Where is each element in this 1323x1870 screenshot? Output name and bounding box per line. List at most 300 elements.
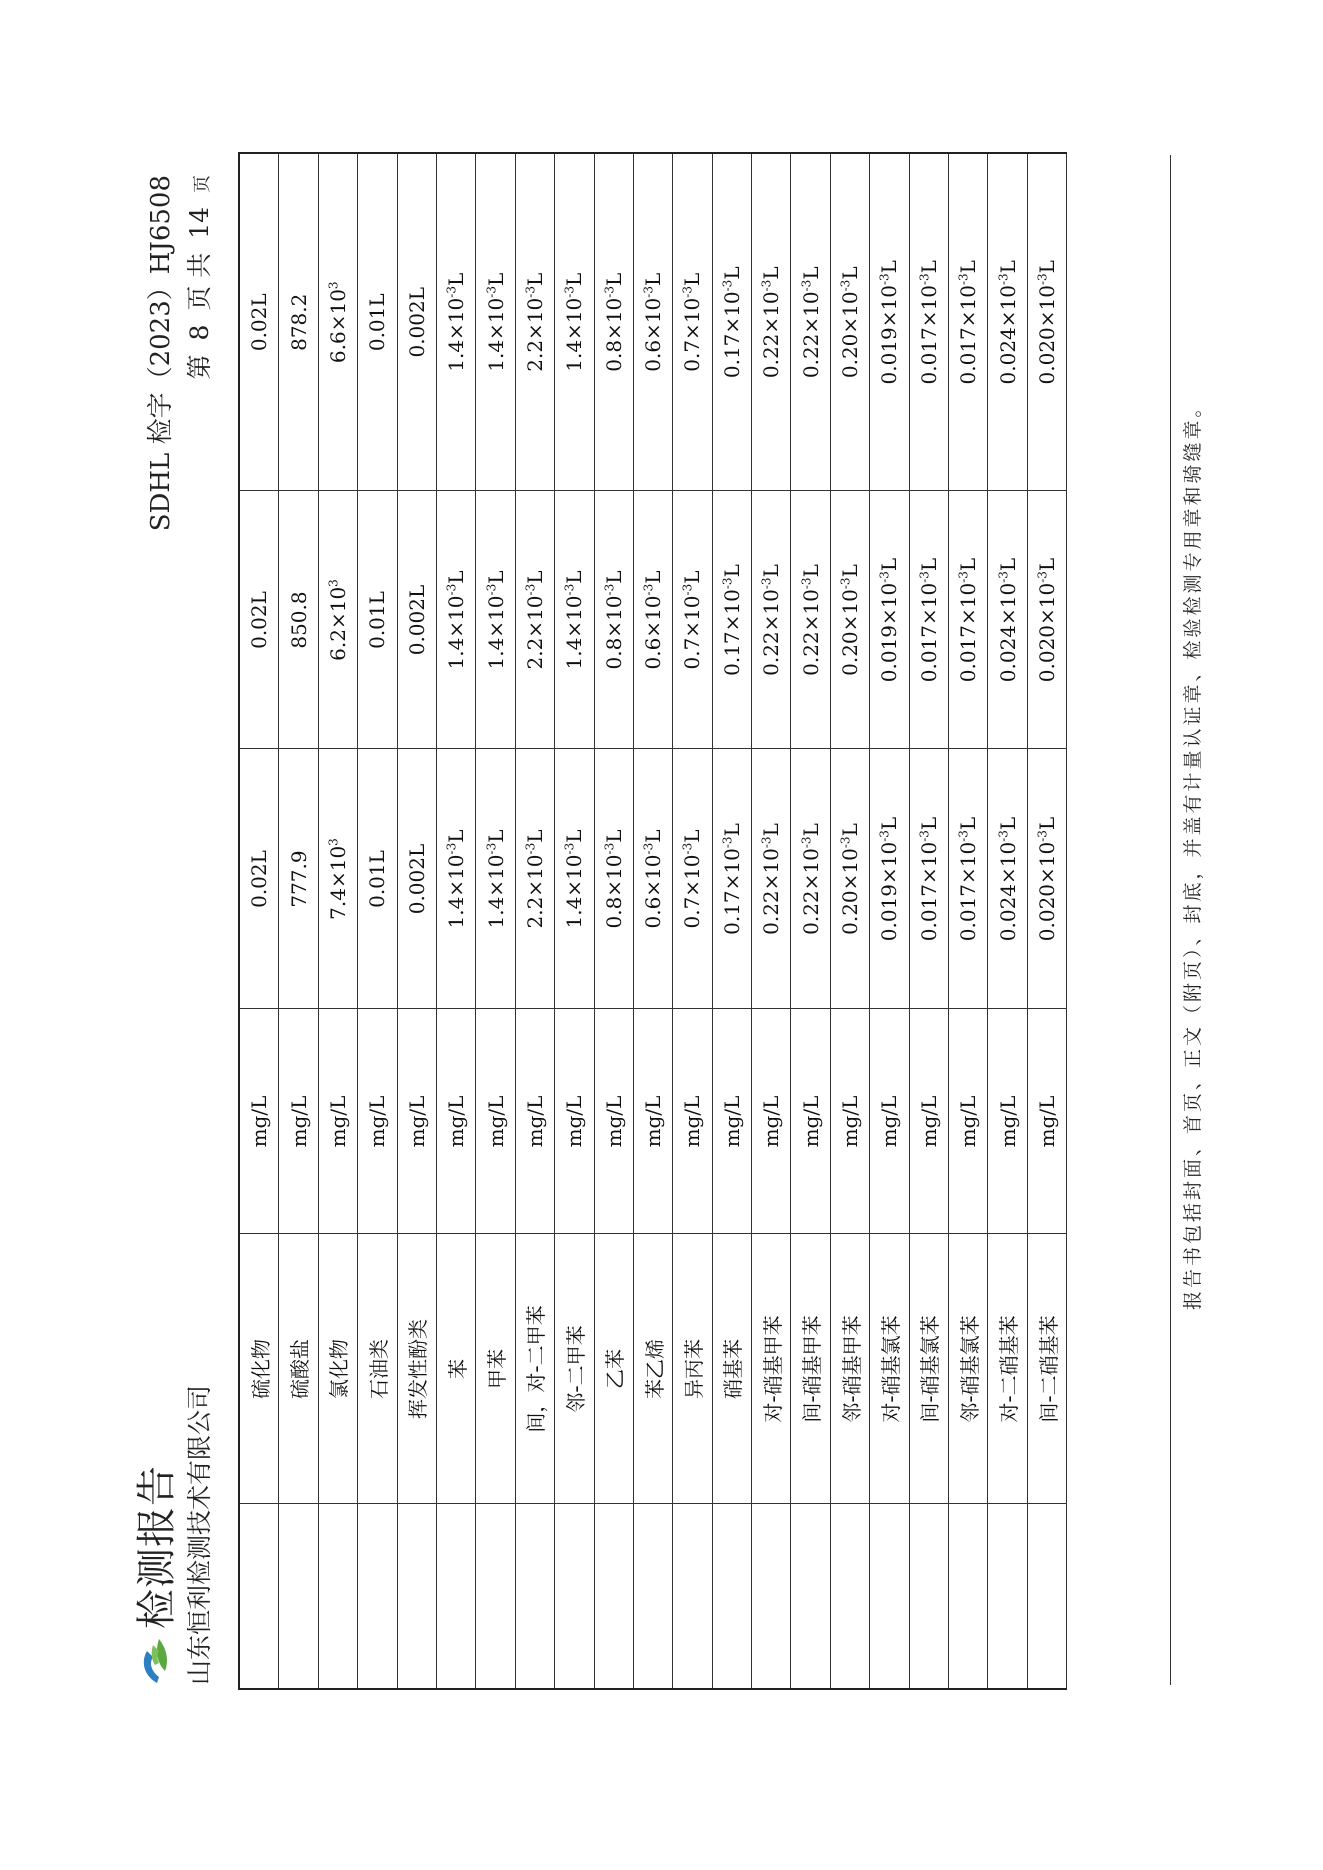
- blank-cell: [555, 1504, 594, 1689]
- value-suffix: L: [798, 823, 823, 837]
- table-row: [830, 153, 869, 1689]
- value-suffix: L: [995, 557, 1020, 572]
- value-exponent: -3: [877, 830, 892, 842]
- value-cell-v2: [949, 491, 988, 749]
- value-cell-v1: [870, 749, 909, 1009]
- value-exponent: -3: [838, 577, 853, 590]
- value-main: 0.02L: [247, 293, 272, 352]
- value-main: 7.4×10: [325, 845, 350, 920]
- page-suffix: 页: [192, 175, 213, 193]
- unit-cell: mg/L: [988, 1009, 1027, 1234]
- value-cell-v3: [870, 153, 909, 491]
- value-main: 0.017×10: [956, 841, 981, 942]
- value-exponent: -3: [956, 273, 971, 286]
- unit-cell: mg/L: [633, 1009, 672, 1234]
- unit-cell: mg/L: [949, 1009, 988, 1234]
- value-cell-v1: [988, 749, 1027, 1009]
- blank-cell: [988, 1504, 1027, 1689]
- value-exponent: -3: [995, 571, 1010, 583]
- unit-cell: mg/L: [673, 1009, 712, 1234]
- unit-cell: mg/L: [318, 1009, 357, 1234]
- value-main: 2.2×10: [522, 595, 547, 670]
- value-suffix: L: [719, 823, 744, 837]
- value-main: 1.4×10: [444, 854, 469, 929]
- results-table-body: [239, 153, 1067, 1689]
- value-main: 1.4×10: [483, 297, 508, 372]
- item-name-cell: 苯乙烯: [633, 1234, 672, 1504]
- value-cell-v2: [239, 491, 279, 749]
- value-main: 1.4×10: [562, 595, 587, 670]
- blank-cell: [279, 1504, 318, 1689]
- value-suffix: L: [877, 816, 902, 831]
- value-exponent: -3: [562, 583, 577, 596]
- footer-divider: [1170, 155, 1171, 1685]
- value-cell-v2: [515, 491, 554, 749]
- value-cell-v2: [358, 491, 397, 749]
- table-row: [791, 153, 830, 1689]
- blank-cell: [1027, 1504, 1066, 1689]
- value-main: 0.002L: [404, 843, 429, 915]
- table-row: [949, 153, 988, 1689]
- unit-cell: mg/L: [870, 1009, 909, 1234]
- item-name-cell: 乙苯: [594, 1234, 633, 1504]
- value-suffix: L: [680, 570, 705, 584]
- value-cell-v1: [949, 749, 988, 1009]
- value-cell-v2: [436, 491, 475, 749]
- value-cell-v2: [633, 491, 672, 749]
- blank-cell: [791, 1504, 830, 1689]
- value-suffix: L: [798, 564, 823, 578]
- table-row: [515, 153, 554, 1689]
- value-exponent: -3: [877, 571, 892, 583]
- value-main: 0.17×10: [719, 291, 744, 379]
- value-main: 0.002L: [404, 286, 429, 358]
- value-cell-v3: [830, 153, 869, 491]
- item-name-cell: 硫酸盐: [279, 1234, 318, 1504]
- report-title: 检测报告: [134, 1465, 180, 1629]
- value-main: 0.20×10: [838, 291, 863, 379]
- table-row: [909, 153, 948, 1689]
- value-main: 0.019×10: [877, 841, 902, 942]
- value-exponent: -3: [562, 842, 577, 855]
- value-cell-v2: [791, 491, 830, 749]
- value-main: 0.8×10: [601, 854, 626, 929]
- value-suffix: L: [1035, 816, 1059, 831]
- value-exponent: -3: [799, 577, 813, 590]
- item-name-cell: 对-硝基甲苯: [752, 1234, 791, 1504]
- value-cell-v1: [436, 749, 475, 1009]
- blank-cell: [239, 1504, 279, 1689]
- report-number: SDHL 检字（2023）HJ6508: [146, 175, 176, 532]
- value-cell-v2: [318, 491, 357, 749]
- value-main: 0.020×10: [1035, 285, 1059, 385]
- value-main: 0.01L: [365, 850, 390, 908]
- value-exponent: -3: [483, 286, 498, 298]
- logo-block: [125, 1465, 182, 1685]
- unit-cell: mg/L: [358, 1009, 397, 1234]
- value-cell-v3: [397, 153, 436, 491]
- value-cell-v2: [673, 491, 712, 749]
- page-total: 14: [185, 206, 214, 239]
- table-row: [476, 153, 515, 1689]
- value-main: 1.4×10: [444, 595, 469, 670]
- item-name-cell: 对-硝基氯苯: [870, 1234, 909, 1504]
- value-main: 0.22×10: [759, 589, 784, 676]
- value-main: 850.8: [286, 591, 311, 649]
- value-exponent: -3: [995, 273, 1010, 286]
- value-suffix: L: [1035, 260, 1059, 274]
- blank-cell: [673, 1504, 712, 1689]
- unit-cell: mg/L: [476, 1009, 515, 1234]
- value-exponent: -3: [641, 583, 656, 596]
- value-main: 0.7×10: [680, 297, 705, 372]
- results-table: [238, 152, 1067, 1690]
- value-suffix: L: [838, 564, 863, 578]
- value-main: 0.017×10: [956, 285, 981, 385]
- unit-cell: mg/L: [594, 1009, 633, 1234]
- value-cell-v1: [318, 749, 357, 1009]
- value-suffix: L: [759, 823, 784, 837]
- unit-cell: mg/L: [791, 1009, 830, 1234]
- value-main: 2.2×10: [522, 297, 547, 372]
- value-cell-v2: [909, 491, 948, 749]
- value-main: 0.17×10: [719, 848, 744, 935]
- value-suffix: L: [522, 570, 547, 584]
- value-exponent: 3: [326, 281, 341, 290]
- blank-cell: [909, 1504, 948, 1689]
- value-exponent: -3: [759, 836, 774, 849]
- value-suffix: L: [877, 260, 902, 274]
- blank-cell: [515, 1504, 554, 1689]
- value-main: 0.22×10: [798, 589, 823, 676]
- value-cell-v1: [476, 749, 515, 1009]
- value-cell-v3: [752, 153, 791, 491]
- table-row: [594, 153, 633, 1689]
- table-row: [239, 153, 279, 1689]
- item-name-cell: 间-硝基氯苯: [909, 1234, 948, 1504]
- value-exponent: -3: [483, 842, 498, 855]
- blank-cell: [318, 1504, 357, 1689]
- value-suffix: L: [719, 564, 744, 578]
- footer-note: 报告书包括封面、首页、正文（附页）、封底，并盖有计量认证章、检验检测专用章和骑缝章。: [1182, 395, 1204, 1310]
- value-suffix: L: [956, 816, 981, 831]
- value-main: 0.22×10: [798, 291, 823, 379]
- value-cell-v1: [239, 749, 279, 1009]
- value-exponent: -3: [956, 830, 971, 842]
- value-main: 0.22×10: [759, 291, 784, 379]
- value-main: 0.8×10: [601, 595, 626, 670]
- value-suffix: L: [522, 829, 547, 843]
- value-cell-v3: [988, 153, 1027, 491]
- table-row: [279, 153, 318, 1689]
- value-cell-v3: [949, 153, 988, 491]
- value-exponent: -3: [641, 286, 656, 298]
- value-main: 0.8×10: [601, 297, 626, 372]
- unit-cell: mg/L: [555, 1009, 594, 1234]
- value-main: 777.9: [286, 850, 311, 908]
- value-exponent: -3: [1035, 571, 1050, 583]
- value-main: 878.2: [286, 293, 311, 351]
- value-cell-v3: [279, 153, 318, 491]
- company-logo-icon: [137, 1637, 171, 1685]
- value-suffix: L: [444, 272, 469, 287]
- value-main: 0.02L: [247, 850, 272, 908]
- value-cell-v1: [909, 749, 948, 1009]
- value-cell-v3: [318, 153, 357, 491]
- value-cell-v3: [594, 153, 633, 491]
- unit-cell: mg/L: [436, 1009, 475, 1234]
- value-exponent: -3: [641, 842, 656, 855]
- page-mid: 页 共: [185, 252, 214, 311]
- table-row: [318, 153, 357, 1689]
- blank-cell: [633, 1504, 672, 1689]
- value-exponent: -3: [1035, 273, 1050, 286]
- item-name-cell: 氯化物: [318, 1234, 357, 1504]
- value-main: 0.017×10: [916, 841, 941, 942]
- value-cell-v2: [1027, 491, 1066, 749]
- value-cell-v1: [791, 749, 830, 1009]
- value-suffix: L: [916, 557, 941, 572]
- value-cell-v1: [555, 749, 594, 1009]
- value-main: 0.17×10: [719, 589, 744, 676]
- unit-cell: mg/L: [239, 1009, 279, 1234]
- value-exponent: -3: [602, 583, 617, 596]
- table-row: [870, 153, 909, 1689]
- value-cell-v2: [476, 491, 515, 749]
- value-cell-v1: [752, 749, 791, 1009]
- item-name-cell: 石油类: [358, 1234, 397, 1504]
- value-main: 0.020×10: [1035, 582, 1059, 683]
- value-exponent: -3: [1035, 830, 1050, 842]
- value-exponent: -3: [799, 279, 813, 292]
- value-suffix: L: [719, 266, 744, 280]
- value-exponent: 3: [326, 579, 341, 587]
- value-cell-v3: [1027, 153, 1066, 491]
- value-main: 0.7×10: [680, 854, 705, 929]
- unit-cell: mg/L: [279, 1009, 318, 1234]
- page-current: 8: [185, 324, 214, 341]
- value-cell-v3: [673, 153, 712, 491]
- value-cell-v2: [870, 491, 909, 749]
- blank-cell: [594, 1504, 633, 1689]
- company-name: 山东恒利检测技术有限公司: [185, 1384, 214, 1685]
- value-cell-v3: [515, 153, 554, 491]
- value-suffix: L: [641, 570, 666, 584]
- unit-cell: mg/L: [397, 1009, 436, 1234]
- value-exponent: -3: [917, 273, 932, 286]
- blank-cell: [476, 1504, 515, 1689]
- value-main: 0.20×10: [838, 589, 863, 676]
- value-main: 0.002L: [404, 584, 429, 656]
- value-exponent: -3: [602, 286, 617, 298]
- value-exponent: 3: [326, 838, 341, 846]
- value-exponent: -3: [602, 842, 617, 855]
- item-name-cell: 邻-硝基甲苯: [830, 1234, 869, 1504]
- value-main: 1.4×10: [483, 854, 508, 929]
- value-main: 1.4×10: [562, 297, 587, 372]
- value-main: 0.6×10: [641, 595, 666, 670]
- blank-cell: [870, 1504, 909, 1689]
- unit-cell: mg/L: [830, 1009, 869, 1234]
- value-main: 1.4×10: [483, 595, 508, 670]
- item-name-cell: 对-二硝基苯: [988, 1234, 1027, 1504]
- value-exponent: -3: [720, 836, 735, 849]
- value-cell-v1: [515, 749, 554, 1009]
- value-main: 1.4×10: [444, 297, 469, 372]
- table-row: [633, 153, 672, 1689]
- page-number: [180, 175, 216, 380]
- value-exponent: -3: [956, 571, 971, 583]
- item-name-cell: 间-二硝基苯: [1027, 1234, 1066, 1504]
- value-cell-v2: [555, 491, 594, 749]
- value-main: 0.22×10: [759, 848, 784, 935]
- table-row: [1027, 153, 1066, 1689]
- value-exponent: -3: [838, 836, 853, 849]
- value-cell-v2: [988, 491, 1027, 749]
- page-prefix: 第: [185, 354, 214, 380]
- table-row: [712, 153, 751, 1689]
- value-cell-v3: [791, 153, 830, 491]
- value-suffix: L: [680, 829, 705, 843]
- item-name-cell: 硫化物: [239, 1234, 279, 1504]
- value-main: 0.020×10: [1035, 841, 1059, 942]
- item-name-cell: 硝基苯: [712, 1234, 751, 1504]
- value-main: 0.017×10: [916, 582, 941, 683]
- value-suffix: L: [916, 816, 941, 831]
- table-row: [752, 153, 791, 1689]
- item-name-cell: 异丙苯: [673, 1234, 712, 1504]
- table-row: [436, 153, 475, 1689]
- value-cell-v2: [279, 491, 318, 749]
- value-exponent: -3: [799, 836, 813, 849]
- value-exponent: -3: [680, 842, 695, 855]
- value-exponent: -3: [523, 286, 538, 298]
- value-cell-v2: [594, 491, 633, 749]
- value-suffix: L: [838, 266, 863, 280]
- value-exponent: -3: [523, 583, 538, 596]
- value-cell-v1: [633, 749, 672, 1009]
- unit-cell: mg/L: [1027, 1009, 1066, 1234]
- value-exponent: -3: [483, 583, 498, 596]
- value-cell-v1: [673, 749, 712, 1009]
- value-suffix: L: [956, 557, 981, 572]
- value-exponent: -3: [444, 583, 459, 596]
- value-exponent: -3: [759, 577, 774, 590]
- item-name-cell: 挥发性酚类: [397, 1234, 436, 1504]
- value-exponent: -3: [720, 279, 735, 292]
- value-suffix: L: [680, 272, 705, 287]
- value-cell-v2: [830, 491, 869, 749]
- value-exponent: -3: [444, 286, 459, 298]
- item-name-cell: 间，对-二甲苯: [515, 1234, 554, 1504]
- value-main: 2.2×10: [522, 854, 547, 929]
- value-main: 0.024×10: [995, 582, 1020, 683]
- value-cell-v1: [594, 749, 633, 1009]
- value-main: 6.6×10: [325, 289, 350, 364]
- value-exponent: -3: [444, 842, 459, 855]
- value-suffix: L: [483, 829, 508, 843]
- value-exponent: -3: [917, 571, 932, 583]
- value-suffix: L: [562, 272, 587, 287]
- value-main: 0.22×10: [798, 848, 823, 935]
- value-suffix: L: [877, 557, 902, 572]
- value-cell-v3: [633, 153, 672, 491]
- value-main: 0.7×10: [680, 595, 705, 670]
- value-main: 0.6×10: [641, 297, 666, 372]
- value-suffix: L: [444, 829, 469, 843]
- value-suffix: L: [798, 266, 823, 280]
- value-cell-v3: [436, 153, 475, 491]
- value-main: 1.4×10: [562, 854, 587, 929]
- value-cell-v2: [712, 491, 751, 749]
- value-cell-v1: [279, 749, 318, 1009]
- value-exponent: -3: [917, 830, 932, 842]
- value-main: 0.20×10: [838, 848, 863, 935]
- value-suffix: L: [916, 260, 941, 274]
- value-main: 0.019×10: [877, 285, 902, 385]
- blank-cell: [397, 1504, 436, 1689]
- value-exponent: -3: [562, 286, 577, 298]
- value-suffix: L: [1035, 557, 1059, 572]
- table-row: [397, 153, 436, 1689]
- blank-cell: [436, 1504, 475, 1689]
- table-row: [673, 153, 712, 1689]
- value-exponent: -3: [680, 286, 695, 298]
- value-cell-v1: [830, 749, 869, 1009]
- value-exponent: -3: [523, 842, 538, 855]
- value-cell-v2: [397, 491, 436, 749]
- value-suffix: L: [483, 570, 508, 584]
- value-cell-v3: [476, 153, 515, 491]
- value-exponent: -3: [995, 830, 1010, 842]
- value-main: 0.01L: [365, 293, 390, 352]
- value-main: 0.02L: [247, 591, 272, 649]
- value-exponent: -3: [877, 273, 892, 286]
- value-main: 0.019×10: [877, 582, 902, 683]
- item-name-cell: 邻-硝基氯苯: [949, 1234, 988, 1504]
- value-suffix: L: [562, 570, 587, 584]
- value-main: 0.017×10: [956, 582, 981, 683]
- value-suffix: L: [759, 564, 784, 578]
- value-main: 0.024×10: [995, 285, 1020, 385]
- unit-cell: mg/L: [752, 1009, 791, 1234]
- blank-cell: [358, 1504, 397, 1689]
- value-main: 6.2×10: [325, 586, 350, 661]
- value-suffix: L: [444, 570, 469, 584]
- value-exponent: -3: [720, 577, 735, 590]
- value-suffix: L: [641, 272, 666, 287]
- value-exponent: -3: [838, 279, 853, 292]
- value-cell-v3: [358, 153, 397, 491]
- value-suffix: L: [956, 260, 981, 274]
- value-main: 0.024×10: [995, 841, 1020, 942]
- item-name-cell: 间-硝基甲苯: [791, 1234, 830, 1504]
- value-cell-v1: [397, 749, 436, 1009]
- value-cell-v1: [712, 749, 751, 1009]
- value-suffix: L: [522, 272, 547, 287]
- value-suffix: L: [759, 266, 784, 280]
- value-cell-v3: [239, 153, 279, 491]
- unit-cell: mg/L: [515, 1009, 554, 1234]
- value-exponent: -3: [680, 583, 695, 596]
- unit-cell: mg/L: [909, 1009, 948, 1234]
- value-main: 0.01L: [365, 591, 390, 649]
- item-name-cell: 苯: [436, 1234, 475, 1504]
- blank-cell: [830, 1504, 869, 1689]
- item-name-cell: 甲苯: [476, 1234, 515, 1504]
- value-suffix: L: [562, 829, 587, 843]
- value-suffix: L: [483, 272, 508, 287]
